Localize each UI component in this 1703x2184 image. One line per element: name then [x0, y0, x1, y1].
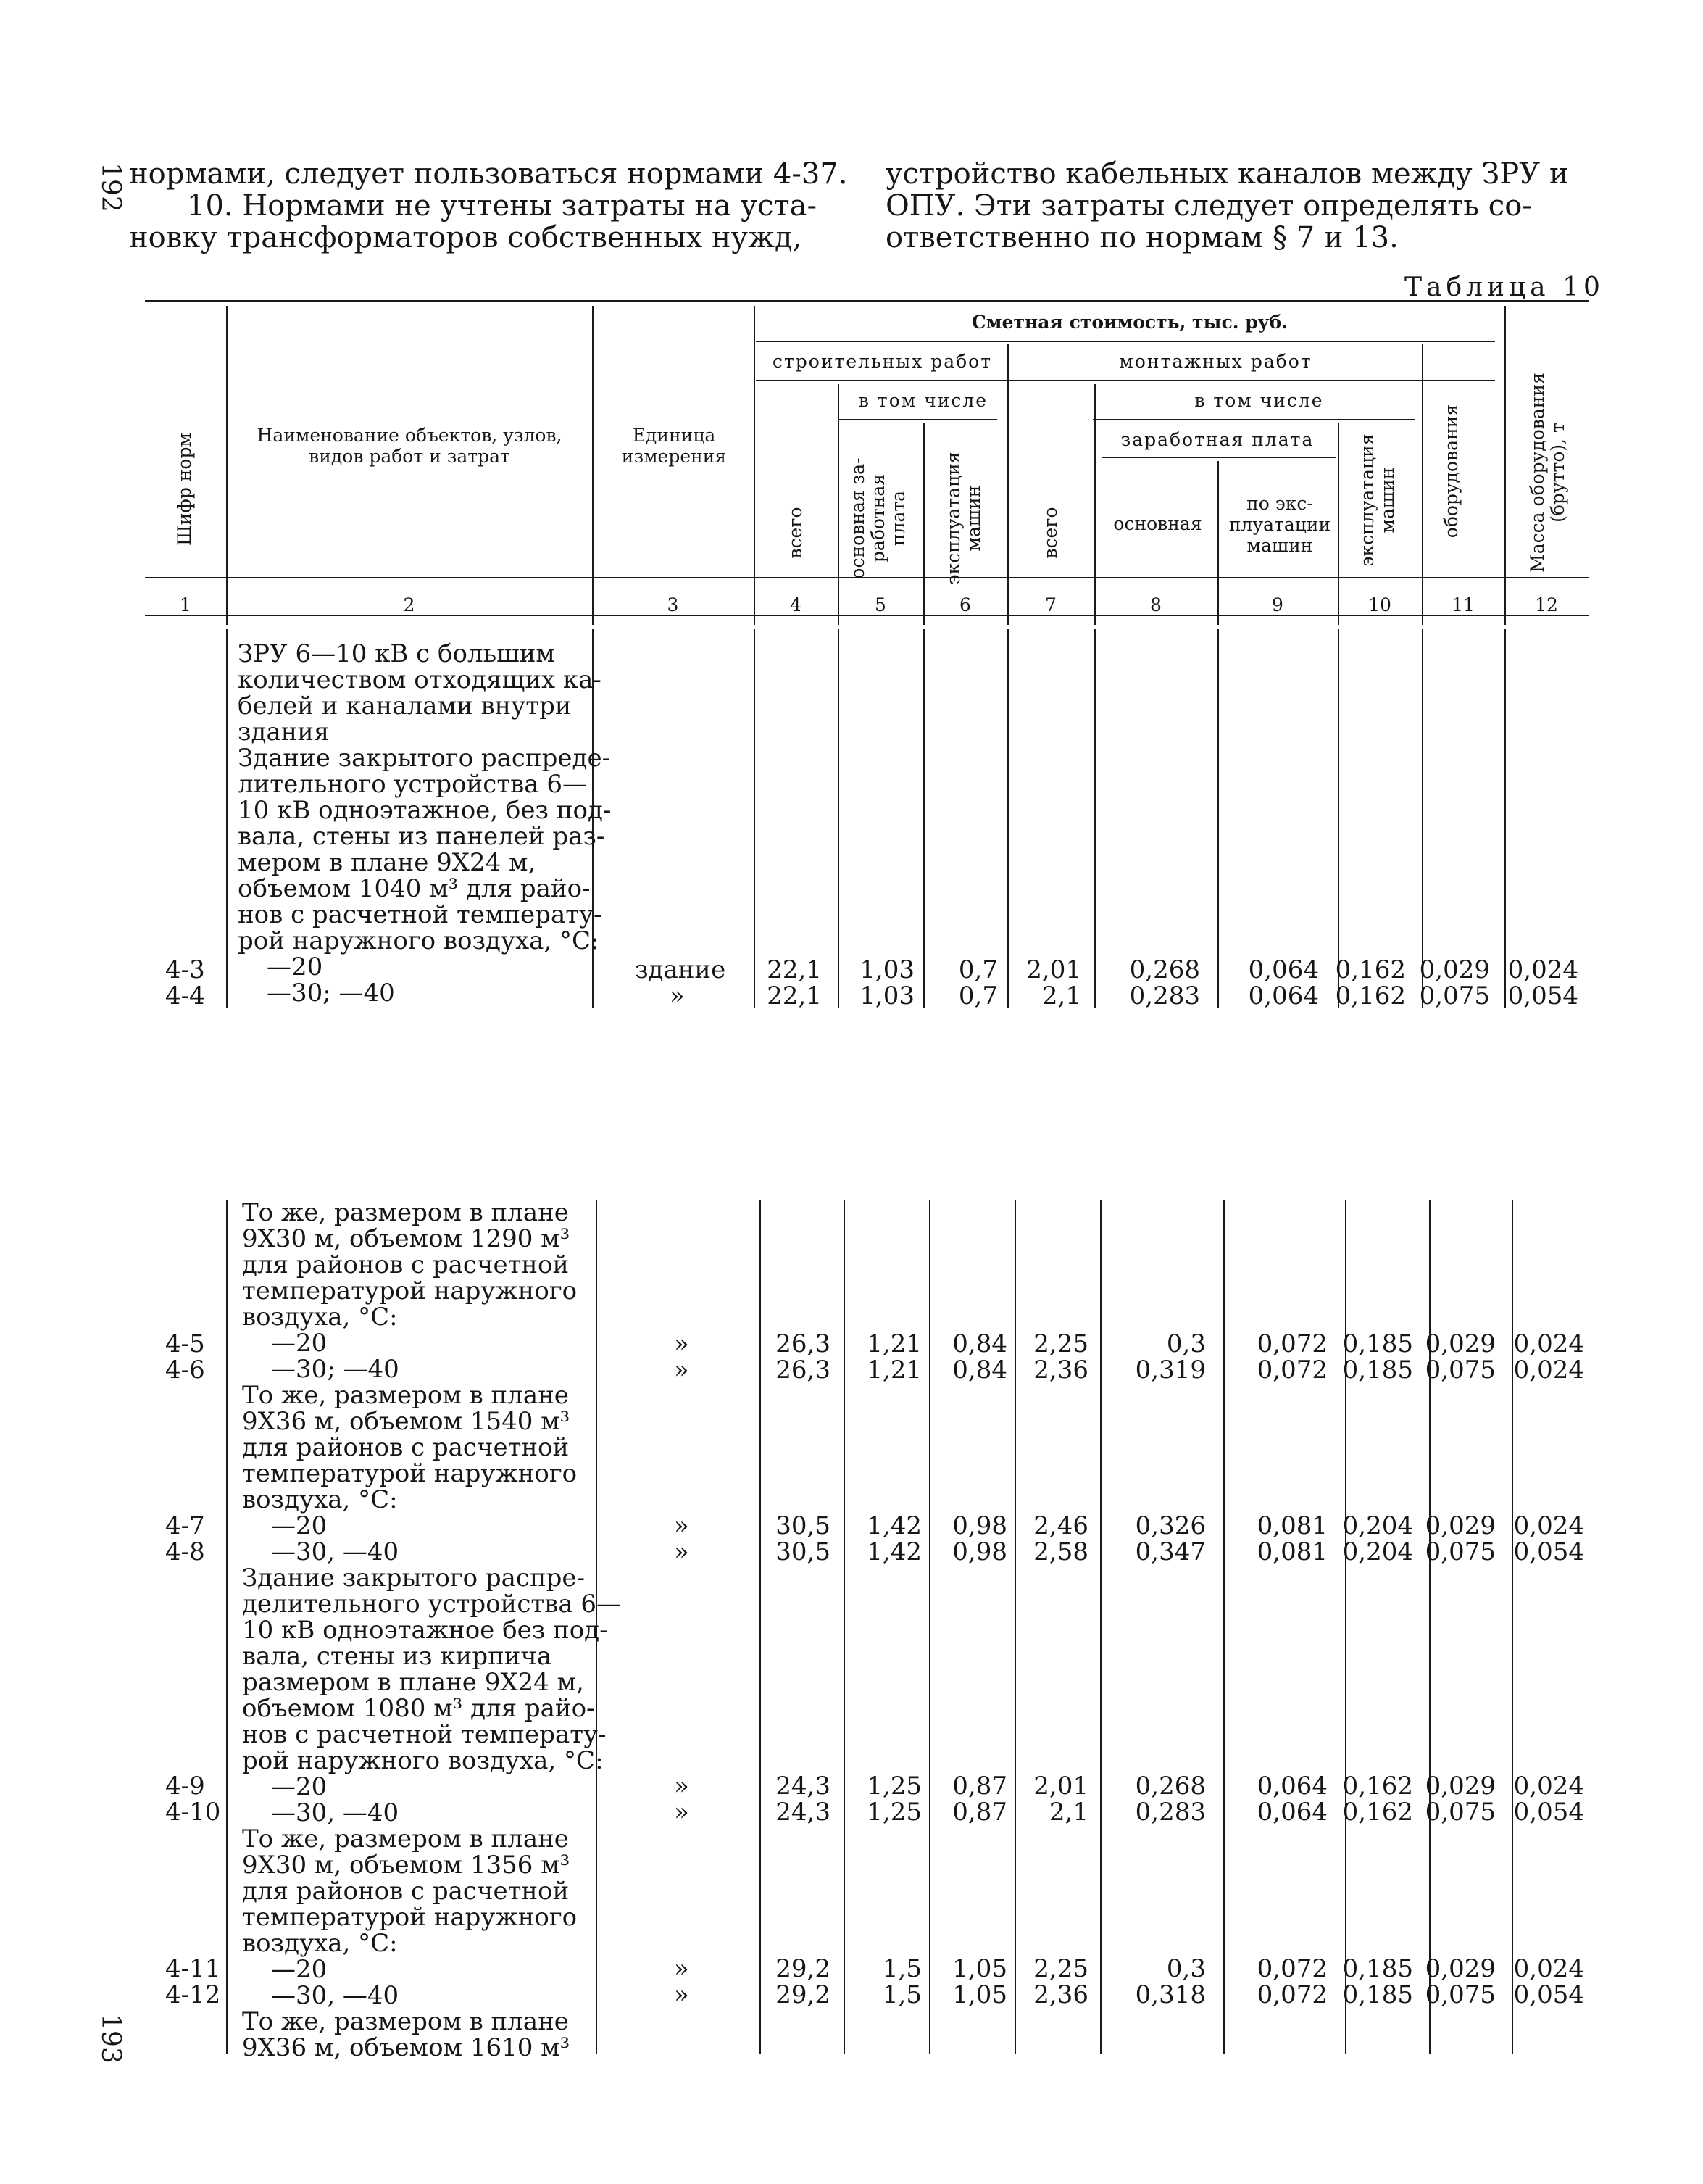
header-machines-2: эксплуатация машин: [1357, 433, 1398, 567]
table-cell: 2,36: [1033, 1355, 1088, 1384]
rule: [844, 1200, 845, 2054]
table-cell: 30,5: [775, 1511, 830, 1540]
unit-of-measure: »: [674, 1355, 689, 1384]
table-cell: 0,7: [958, 981, 998, 1010]
unit-of-measure: »: [674, 1329, 689, 1358]
description-line: делительного устройства 6—: [242, 1590, 622, 1619]
table-cell: 22,1: [767, 955, 822, 984]
description-line: То же, размером в плане: [242, 1198, 569, 1227]
description-line: температурой наружного: [242, 1459, 578, 1488]
rule: [1093, 419, 1415, 420]
table-cell: 1,03: [859, 955, 915, 984]
rule: [1007, 344, 1009, 625]
table-cell: 1,5: [882, 1954, 922, 1983]
norm-code: 4-3: [165, 955, 205, 984]
table-cell: 0,185: [1342, 1355, 1413, 1384]
rule: [1223, 1200, 1225, 2054]
table-cell: 0,185: [1342, 1954, 1413, 1983]
rule: [1102, 457, 1336, 458]
description-line: 9Х30 м, объемом 1356 м³: [242, 1851, 570, 1880]
column-number: 3: [667, 594, 679, 615]
column-number: 7: [1045, 594, 1057, 615]
description-line: —20: [271, 1955, 328, 1984]
rule: [226, 306, 228, 625]
description-line: То же, размером в плане: [242, 1381, 569, 1410]
norm-code: 4-4: [165, 981, 205, 1010]
table-cell: 0,318: [1135, 1980, 1206, 2009]
rule: [1422, 629, 1423, 1008]
column-number: 9: [1272, 594, 1283, 615]
description-line: —20: [271, 1511, 328, 1540]
table-cell: 2,36: [1033, 1980, 1088, 2009]
table-cell: 0,024: [1513, 1355, 1584, 1384]
table-cell: 1,05: [952, 1954, 1007, 1983]
table-cell: 0,162: [1342, 1772, 1413, 1801]
table-cell: 0,204: [1342, 1511, 1413, 1540]
table-cell: 1,42: [867, 1537, 922, 1566]
rule: [1504, 306, 1506, 625]
table-cell: 0,064: [1257, 1798, 1328, 1827]
table-cell: 0,162: [1335, 981, 1406, 1010]
column-number: 6: [959, 594, 971, 615]
table-cell: 0,064: [1257, 1772, 1328, 1801]
rule: [1512, 1200, 1513, 2054]
rule: [929, 1200, 930, 2054]
rule: [756, 380, 1495, 381]
column-number: 8: [1150, 594, 1162, 615]
table-cell: 0,054: [1513, 1980, 1584, 2009]
rule: [1007, 629, 1009, 1008]
column-number: 2: [403, 594, 415, 615]
column-number: 4: [790, 594, 801, 615]
description-line: —30; —40: [267, 979, 395, 1008]
description-line: для районов с расчетной: [242, 1877, 570, 1906]
table-cell: 0,075: [1425, 1355, 1496, 1384]
table-cell: 0,326: [1135, 1511, 1206, 1540]
description-line: объемом 1080 м³ для райо-: [242, 1694, 595, 1723]
description-line: размером в плане 9Х24 м,: [242, 1668, 584, 1697]
header-base-wage: основная за- работная плата: [847, 457, 909, 579]
description-line: То же, размером в плане: [242, 1824, 569, 1853]
table-cell: 0,054: [1513, 1537, 1584, 1566]
description-line: объемом 1040 м³ для райо-: [238, 874, 591, 903]
table-cell: 0,98: [952, 1537, 1007, 1566]
description-line: здания: [238, 718, 330, 747]
table-cell: 22,1: [767, 981, 822, 1010]
page-number-left: 192: [95, 162, 125, 212]
norm-code: 4-7: [165, 1511, 205, 1540]
table-cell: 0,347: [1135, 1537, 1206, 1566]
column-number: 1: [180, 594, 191, 615]
table-cell: 29,2: [775, 1980, 830, 2009]
table-cell: 0,075: [1425, 1980, 1496, 2009]
header-equipment: оборудования: [1441, 404, 1462, 539]
object-description: [242, 1198, 622, 2062]
rule: [1094, 384, 1096, 625]
rule: [1015, 1200, 1016, 2054]
table-cell: 24,3: [775, 1798, 830, 1827]
rule: [756, 341, 1495, 342]
table-cell: 0,054: [1513, 1798, 1584, 1827]
header-cost-group: Сметная стоимость, тыс. руб.: [971, 312, 1288, 333]
unit-of-measure: »: [674, 1537, 689, 1566]
table-cell: 0,319: [1135, 1355, 1206, 1384]
rule: [839, 419, 997, 420]
table-cell: 0,283: [1129, 981, 1200, 1010]
description-line: вала, стены из кирпича: [242, 1642, 552, 1671]
table-cell: 0,84: [952, 1329, 1007, 1358]
rule: [838, 629, 839, 1008]
table-cell: 0,024: [1513, 1511, 1584, 1540]
unit-of-measure: »: [674, 1772, 689, 1801]
table-cell: 2,1: [1049, 1798, 1088, 1827]
description-line: количеством отходящих ка-: [238, 665, 601, 694]
header-wage-base: основная: [1113, 513, 1202, 534]
table-cell: 0,029: [1425, 1772, 1496, 1801]
intro-right-line: устройство кабельных каналов между ЗРУ и: [886, 157, 1569, 191]
table-cell: 0,075: [1419, 981, 1490, 1010]
table-cell: 26,3: [775, 1329, 830, 1358]
unit-of-measure: »: [674, 1954, 689, 1983]
table-cell: 1,42: [867, 1511, 922, 1540]
description-line: То же, размером в плане: [242, 2007, 569, 2036]
norm-code: 4-6: [165, 1355, 205, 1384]
description-line: воздуха, °С:: [242, 1929, 398, 1958]
description-line: 9Х30 м, объемом 1290 м³: [242, 1224, 570, 1253]
table-cell: 0,268: [1129, 955, 1200, 984]
header-code: Шифр норм: [174, 433, 195, 546]
unit-of-measure: »: [670, 981, 685, 1010]
description-line: нов с расчетной температу-: [242, 1720, 607, 1749]
rule: [754, 306, 755, 625]
table-cell: 1,21: [867, 1355, 922, 1384]
intro-left-line: новку трансформаторов собственных нужд,: [129, 221, 802, 254]
description-line: —30, —40: [271, 1981, 399, 2010]
table-cell: 29,2: [775, 1954, 830, 1983]
table-cell: 0,024: [1507, 955, 1578, 984]
table-cell: 1,5: [882, 1980, 922, 2009]
table-cell: 0,029: [1419, 955, 1490, 984]
norm-code: 4-10: [165, 1798, 221, 1827]
table-cell: 0,054: [1507, 981, 1578, 1010]
table-cell: 0,064: [1248, 981, 1319, 1010]
description-line: Здание закрытого распре-: [242, 1564, 586, 1593]
table-cell: 0,98: [952, 1511, 1007, 1540]
header-unit: Единица измерения: [621, 425, 727, 467]
table-cell: 0,3: [1166, 1954, 1206, 1983]
description-line: 10 кВ одноэтажное, без под-: [238, 796, 612, 825]
table-cell: 2,46: [1033, 1511, 1088, 1540]
description-line: —20: [271, 1772, 328, 1801]
unit-of-measure: здание: [635, 955, 726, 984]
table-cell: 2,1: [1041, 981, 1081, 1010]
description-line: белей и каналами внутри: [238, 692, 572, 721]
table-cell: 0,072: [1257, 1355, 1328, 1384]
table-cell: 0,185: [1342, 1329, 1413, 1358]
rule: [1345, 1200, 1346, 2054]
description-line: мером в плане 9Х24 м,: [238, 848, 536, 877]
norm-code: 4-12: [165, 1980, 221, 2009]
table-cell: 1,25: [867, 1798, 922, 1827]
rule: [759, 1200, 761, 2054]
intro-left-line: нормами, следует пользоваться нормами 4-37.: [129, 157, 848, 191]
column-number: 10: [1368, 594, 1391, 615]
table-cell: 0,075: [1425, 1537, 1496, 1566]
table-cell: 0,072: [1257, 1329, 1328, 1358]
description-line: лительного устройства 6—: [238, 770, 587, 799]
table-cell: 0,7: [958, 955, 998, 984]
table-cell: 0,3: [1166, 1329, 1206, 1358]
norm-code: 4-11: [165, 1954, 221, 1983]
rule: [226, 629, 228, 1008]
norm-code: 4-5: [165, 1329, 205, 1358]
table-cell: 0,162: [1342, 1798, 1413, 1827]
unit-of-measure: »: [674, 1511, 689, 1540]
table-cell: 0,162: [1335, 955, 1406, 984]
table-cell: 1,03: [859, 981, 915, 1010]
table-cell: 24,3: [775, 1772, 830, 1801]
description-line: температурой наружного: [242, 1903, 578, 1932]
table-cell: 1,21: [867, 1329, 922, 1358]
table-cell: 0,024: [1513, 1329, 1584, 1358]
rule: [1422, 344, 1423, 625]
description-line: температурой наружного: [242, 1276, 578, 1305]
description-line: рой наружного воздуха, °С:: [238, 926, 599, 955]
description-line: —20: [271, 1329, 328, 1358]
table-cell: 2,58: [1033, 1537, 1088, 1566]
table-cell: 2,01: [1033, 1772, 1088, 1801]
table-cell: 0,87: [952, 1772, 1007, 1801]
header-total-1: всего: [785, 507, 806, 559]
table-cell: 0,064: [1248, 955, 1319, 984]
description-line: вала, стены из панелей раз-: [238, 822, 605, 851]
page-number-right: 193: [95, 2014, 125, 2064]
table-cell: 0,075: [1425, 1798, 1496, 1827]
rule: [145, 300, 1589, 302]
rule: [754, 629, 755, 1008]
rule: [1100, 1200, 1102, 2054]
description-line: рой наружного воздуха, °С:: [242, 1746, 604, 1775]
table-cell: 0,072: [1257, 1954, 1328, 1983]
unit-of-measure: »: [674, 1798, 689, 1827]
header-name: Наименование объектов, узлов, видов работ и затрат: [257, 425, 562, 467]
header-installation: монтажных работ: [1119, 351, 1312, 372]
table-cell: 2,25: [1033, 1954, 1088, 1983]
description-line: —30, —40: [271, 1537, 399, 1566]
table-title: Таблица 10: [1404, 273, 1604, 302]
description-line: —30; —40: [271, 1355, 399, 1384]
description-line: для районов с расчетной: [242, 1250, 570, 1279]
table-cell: 0,072: [1257, 1980, 1328, 2009]
description-line: воздуха, °С:: [242, 1303, 398, 1332]
header-incl-2: в том числе: [1194, 390, 1324, 411]
table-cell: 26,3: [775, 1355, 830, 1384]
table-cell: 0,024: [1513, 1772, 1584, 1801]
column-number: 5: [875, 594, 886, 615]
table-cell: 0,204: [1342, 1537, 1413, 1566]
rule: [226, 1200, 228, 2054]
rule: [592, 306, 594, 625]
table-cell: 0,029: [1425, 1329, 1496, 1358]
table-cell: 0,029: [1425, 1511, 1496, 1540]
rule: [1429, 1200, 1431, 2054]
rule: [923, 629, 925, 1008]
header-machines-1: эксплуатация машин: [943, 452, 984, 585]
object-description: [238, 639, 612, 1008]
norm-code: 4-8: [165, 1537, 205, 1566]
rule: [838, 384, 839, 625]
rule: [1094, 629, 1096, 1008]
column-number: 12: [1535, 594, 1558, 615]
table-cell: 0,081: [1257, 1511, 1328, 1540]
description-line: —20: [267, 952, 323, 981]
table-cell: 0,024: [1513, 1954, 1584, 1983]
table-cell: 2,01: [1026, 955, 1081, 984]
table-cell: 0,029: [1425, 1954, 1496, 1983]
header-construction: строительных работ: [772, 351, 993, 372]
table-cell: 0,081: [1257, 1537, 1328, 1566]
description-line: для районов с расчетной: [242, 1433, 570, 1462]
table-cell: 0,283: [1135, 1798, 1206, 1827]
table-cell: 0,185: [1342, 1980, 1413, 2009]
description-line: нов с расчетной температу-: [238, 900, 602, 929]
header-mass: Масса оборудования (брутто), т: [1527, 373, 1568, 573]
header-wage-group: заработная плата: [1120, 429, 1315, 450]
norm-code: 4-9: [165, 1772, 205, 1801]
description-line: Здание закрытого распреде-: [238, 744, 611, 773]
description-line: воздуха, °С:: [242, 1485, 398, 1514]
description-line: 9Х36 м, объемом 1540 м³: [242, 1407, 570, 1436]
table-cell: 30,5: [775, 1537, 830, 1566]
table-cell: 0,84: [952, 1355, 1007, 1384]
description-line: 10 кВ одноэтажное без под-: [242, 1616, 608, 1645]
header-total-2: всего: [1040, 507, 1061, 559]
rule: [1217, 629, 1219, 1008]
rule: [1338, 629, 1339, 1008]
description-line: 9Х36 м, объемом 1610 м³: [242, 2033, 570, 2062]
table-cell: 2,25: [1033, 1329, 1088, 1358]
header-wage-machines: по экс- плуатации машин: [1228, 493, 1331, 556]
table-cell: 0,87: [952, 1798, 1007, 1827]
intro-right-line: ОПУ. Эти затраты следует определять со-: [886, 189, 1532, 223]
table-cell: 0,268: [1135, 1772, 1206, 1801]
description-line: ЗРУ 6—10 кВ с большим: [238, 639, 555, 668]
unit-of-measure: »: [674, 1980, 689, 2009]
description-line: —30, —40: [271, 1798, 399, 1827]
table-cell: 1,05: [952, 1980, 1007, 2009]
header-incl-1: в том числе: [858, 390, 988, 411]
intro-right-line: ответственно по нормам § 7 и 13.: [886, 221, 1399, 254]
rule: [1504, 629, 1506, 1008]
table-cell: 1,25: [867, 1772, 922, 1801]
intro-left-line: 10. Нормами не учтены затраты на уста-: [187, 189, 817, 223]
column-number: 11: [1452, 594, 1475, 615]
